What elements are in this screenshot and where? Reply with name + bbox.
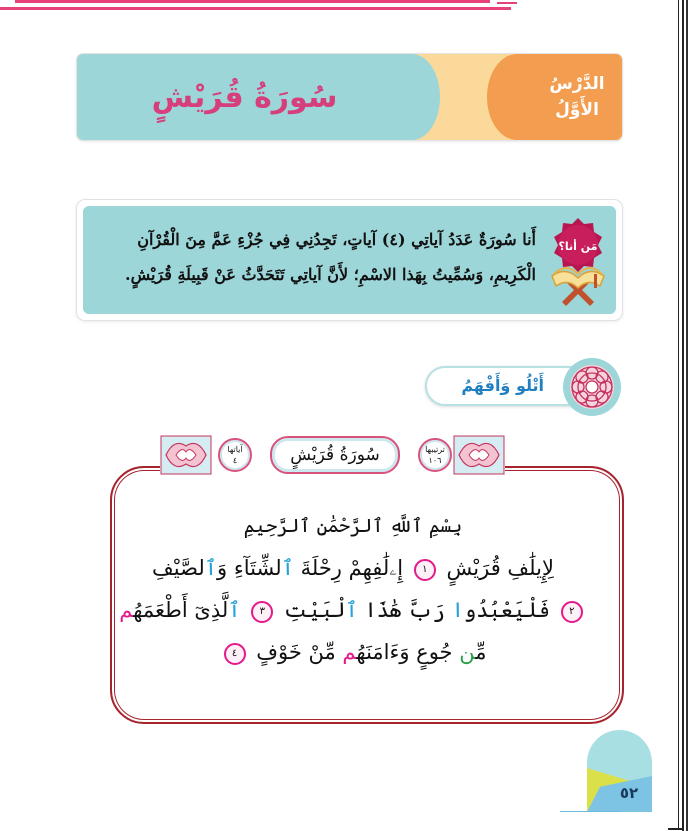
ayah-marker-4: ٤	[224, 643, 246, 665]
verse-text: لشِّتَآءِ وَ	[217, 556, 282, 580]
tajweed-mark: م	[342, 640, 357, 664]
lesson-label-line1: الدَّرْسُ	[549, 74, 605, 94]
surah-order-medal	[418, 438, 452, 472]
lesson-number-label	[532, 54, 622, 140]
recite-understand-label: أَتْلُو وَأَفْهَمُ	[461, 376, 544, 395]
verse-text: لْبَيْتِ	[283, 598, 346, 622]
verse-line-2	[118, 589, 588, 631]
tajweed-mark: ن	[459, 640, 476, 664]
surah-verse-count-medal	[218, 438, 252, 472]
page-number-badge	[587, 730, 652, 812]
quran-verses	[118, 505, 588, 673]
verse-text: جُوعٍ وَءَامَنَهُ	[356, 640, 460, 664]
arabesque-right-icon	[453, 432, 505, 478]
tajweed-mark: ٱ	[204, 556, 218, 580]
lesson-title: سُورَةُ قُرَيْشٍ	[151, 79, 338, 115]
tajweed-mark: ٱ	[281, 556, 294, 580]
order-label: ترتيبها	[425, 445, 445, 454]
lesson-label-line2: الأَوَّلُ	[555, 100, 599, 120]
page-number-rule	[560, 811, 620, 812]
verse-text: مِّنْ خَوْفٍ	[256, 640, 343, 664]
top-rule	[15, 0, 490, 3]
verse-text: لصَّيْفِ	[152, 556, 205, 580]
basmala: بِسْمِ ٱللَّهِ ٱلرَّحْمَٰنِ ٱلرَّحِيمِ	[243, 515, 463, 537]
tajweed-mark: ٱ	[345, 598, 358, 622]
who-am-i-text: أَنا سُورَةٌ عَدَدُ آياتِي (٤) آياتٍ، تَجِدُنِي فِي جُزْءِ عَمَّ مِنَ الْقُرْآنِ الْكَرِيمِ، وَسُمِّيتُ بِهَذا الاسْمِ؛ لأَنَّ آياتِي تَتَحَدَّثُ عَنْ قَبِيلَةِ قُرَيْشٍ.	[125, 230, 536, 284]
recite-medallion	[563, 358, 621, 416]
verse-text: لِإِيلَٰفِ قُرَيْشٍ	[446, 556, 554, 580]
ayah-marker-2: ٢	[561, 601, 583, 623]
rosette-ornament-icon	[569, 364, 615, 410]
surah-header-ornament	[160, 432, 505, 478]
top-rule-end	[497, 2, 517, 4]
verse-text: إِۦلَٰفِهِمْ رِحْلَةَ	[300, 556, 404, 580]
verse-text: فَلْيَعْبُدُو	[463, 598, 551, 622]
arabesque-left-icon	[160, 432, 212, 478]
verse-text: لَّذِىٓ أَطْعَمَهُ	[133, 598, 229, 622]
verse-text: رَبَّ هَٰذَا	[357, 598, 452, 622]
tajweed-mark: ٱ	[228, 598, 241, 622]
tajweed-mark: م	[119, 598, 134, 622]
ayah-marker-1: ١	[414, 559, 436, 581]
surah-name-cartouche	[270, 436, 400, 474]
verse-line-3	[118, 631, 588, 673]
who-am-i-panel	[83, 206, 616, 314]
ayah-marker-3: ٣	[251, 601, 273, 623]
surah-name: سُورَةُ قُرَيْشٍ	[290, 445, 380, 465]
page-edge-line	[678, 0, 679, 829]
quran-on-stand-icon	[548, 216, 608, 306]
who-am-i-box	[77, 200, 622, 320]
svg-text:مَن أنا؟: مَن أنا؟	[558, 240, 598, 253]
order-value: ١٠٦	[428, 456, 442, 465]
verses-value: ٤	[232, 456, 238, 465]
tajweed-mark: ا	[451, 598, 464, 622]
verse-line-1	[118, 547, 588, 589]
page-number: ٥٢	[619, 784, 639, 802]
top-rule-secondary	[0, 7, 511, 10]
verse-text: مِّ	[475, 640, 487, 664]
lesson-banner	[77, 54, 622, 140]
verses-label: آياتها	[227, 445, 243, 454]
page-edge-corner	[668, 828, 682, 830]
page-edge-line	[682, 0, 684, 831]
